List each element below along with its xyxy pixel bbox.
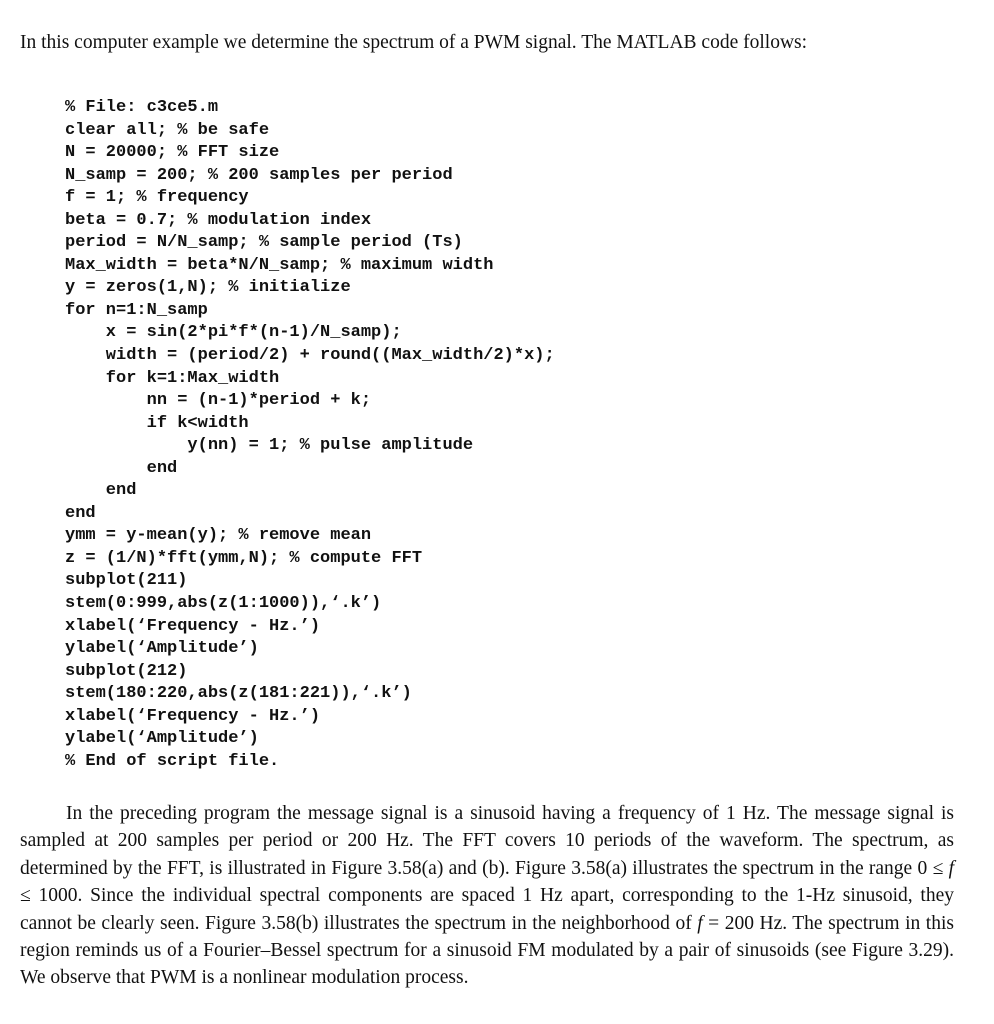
code-line: clear all; % be safe [65,120,270,140]
discussion-text-2: ≤ 1000. Since the individual spectral components are spaced 1 Hz apart, corresponding to the 1-Hz sinusoid, they cannot be clearly seen. Figure 3.58(b) illustrates the spectrum in the neighborhood of [20,885,954,934]
code-line: period = N/N_samp; % sample period (Ts) [65,233,463,253]
code-line: N = 20000; % FFT size [65,143,280,163]
code-line: end [65,458,178,478]
code-line: y = zeros(1,N); % initialize [65,278,351,298]
frequency-symbol: f [948,857,954,879]
code-line: ylabel(‘Amplitude’) [65,639,259,659]
code-line: stem(180:220,abs(z(181:221)),‘.k’) [65,684,412,704]
code-line: end [65,481,137,501]
code-line: x = sin(2*pi*f*(n-1)/N_samp); [65,323,402,343]
code-line: xlabel(‘Frequency - Hz.’) [65,706,321,726]
code-line: % File: c3ce5.m [65,98,219,117]
frequency-symbol: f [697,912,703,934]
code-line: xlabel(‘Frequency - Hz.’) [65,616,321,636]
discussion-paragraph [20,800,954,992]
matlab-code-block [65,97,555,773]
code-line: stem(0:999,abs(z(1:1000)),‘.k’) [65,594,382,614]
code-line: % End of script file. [65,751,280,771]
intro-paragraph: In this computer example we determine the spectrum of a PWM signal. The MATLAB code follows: [20,32,808,53]
code-line: subplot(211) [65,571,188,591]
code-line: if k<width [65,413,249,433]
code-line: ymm = y-mean(y); % remove mean [65,526,372,546]
code-line: ylabel(‘Amplitude’) [65,729,259,749]
code-line: f = 1; % frequency [65,188,249,208]
code-line: for n=1:N_samp [65,300,208,320]
code-line: Max_width = beta*N/N_samp; % maximum width [65,255,494,275]
code-line: N_samp = 200; % 200 samples per period [65,165,453,185]
code-line: nn = (n-1)*period + k; [65,391,372,411]
code-line: beta = 0.7; % modulation index [65,210,372,230]
discussion-text-3: = 200 Hz. The spectrum in this region reminds us of a Fourier–Bessel spectrum for a sinusoid FM modulated by a pair of sinusoids (see Figure 3.29). We observe that PWM is a nonlinear modulation process. [20,912,954,989]
code-line: for k=1:Max_width [65,368,280,388]
code-line: subplot(212) [65,661,188,681]
code-line: end [65,503,96,523]
code-line: width = (period/2) + round((Max_width/2)*x); [65,346,555,366]
discussion-text-1: In the preceding program the message signal is a sinusoid having a frequency of 1 Hz. The message signal is sampled at 200 samples per period or 200 Hz. The FFT covers 10 periods of the waveform. The spectrum, as determined by the FFT, is illustrated in Figure 3.58(a) and (b). Figure 3.58(a) illustrates the spectrum in the range 0 ≤ [20,803,954,879]
code-line: y(nn) = 1; % pulse amplitude [65,436,474,456]
code-line: z = (1/N)*fft(ymm,N); % compute FFT [65,548,423,568]
